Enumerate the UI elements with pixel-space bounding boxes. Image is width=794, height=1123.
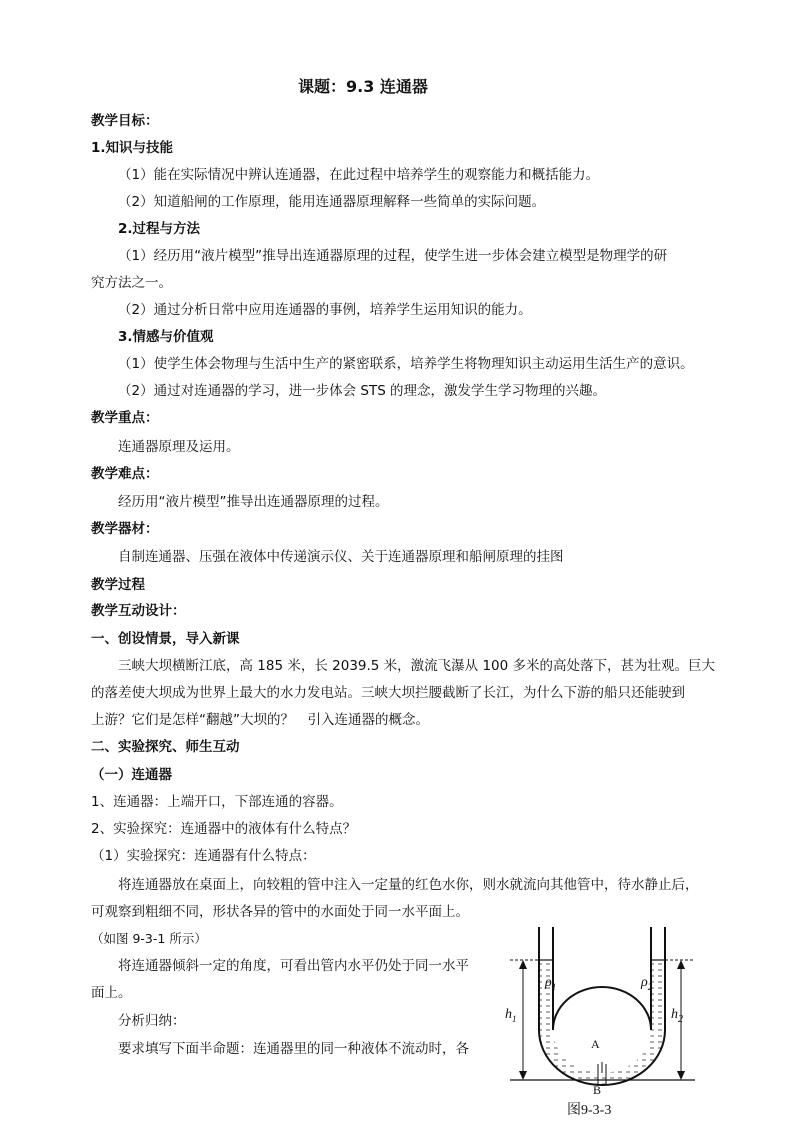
analysis-label: 分析归纳：: [118, 1013, 186, 1029]
part1-paragraph-line3: 上游？它们是怎样“翻越”大坝的？ 引入连通器的概念。: [91, 712, 429, 728]
page-title: 课题：9.3 连通器: [298, 77, 428, 96]
sub1-heading: （一）连通器: [91, 767, 172, 783]
key-text: 连通器原理及运用。: [118, 439, 240, 455]
part1-heading: 一、创设情景，导入新课: [91, 631, 240, 647]
item-2: 2、实验探究：连通器中的液体有什么特点？: [91, 821, 357, 837]
key-heading: 教学重点：: [91, 410, 159, 426]
item-1: 1、连通器：上端开口，下部连通的容器。: [91, 794, 343, 810]
process-heading: 2.过程与方法: [118, 221, 201, 237]
difficulty-heading: 教学难点：: [91, 466, 159, 482]
figure-caption: 图9-3-3: [567, 1103, 612, 1118]
knowledge-heading: 1.知识与技能: [91, 140, 174, 156]
h1-arrow-bottom: [519, 1071, 527, 1080]
experiment-paragraph-line2: 可观察到粗细不同，形状各异的管中的水面处于同一水平面上。: [91, 904, 469, 920]
tube-inner-wall: [553, 927, 651, 1030]
knowledge-item-1: （1）能在实际情况中辨认连通器，在此过程中培养学生的观察能力和概括能力。: [118, 167, 600, 183]
point-a-label: A: [591, 1037, 600, 1051]
h2-arrow-top: [677, 960, 685, 969]
experiment-1: （1）实验探究：连通器有什么特点：: [91, 848, 316, 864]
h1-arrow-top: [519, 960, 527, 969]
tilt-paragraph-line1: 将连通器倾斜一定的角度，可看出管内水平仍处于同一水平: [118, 958, 469, 974]
part1-paragraph-line1: 三峡大坝横断江底，高 185 米，长 2039.5 米，激流飞瀑从 100 多米的高处落下，甚为壮观。巨大: [118, 658, 716, 674]
point-b-label: B: [593, 1083, 602, 1097]
equipment-heading: 教学器材：: [91, 521, 159, 537]
goals-heading: 教学目标：: [91, 113, 159, 129]
emotion-item-2: （2）通过对连通器的学习，进一步体会 STS 的理念，激发学生学习物理的兴趣。: [118, 383, 607, 399]
require-text: 要求填写下面半命题：连通器里的同一种液体不流动时，各: [118, 1041, 469, 1057]
rho1-label: $\rho_1$: [545, 975, 557, 992]
part2-heading: 二、实验探究、师生互动: [91, 739, 240, 755]
process-item-2: （2）通过分析日常中应用连通器的事例，培养学生运用知识的能力。: [118, 302, 532, 318]
h1-label: $h_1$: [505, 1007, 517, 1024]
interactive-heading: 教学互动设计：: [91, 603, 186, 619]
process-item-1a: （1）经历用“液片模型”推导出连通器原理的过程，使学生进一步体会建立模型是物理学的研: [118, 248, 668, 264]
experiment-paragraph-line1: 将连通器放在桌面上，向较粗的管中注入一定量的红色水你，则水就流向其他管中，待水静止后，: [118, 877, 699, 893]
u-tube-figure: [505, 925, 700, 1123]
knowledge-item-2: （2）知道船闸的工作原理，能用连通器原理解释一些简单的实际问题。: [118, 194, 546, 210]
equipment-text: 自制连通器、压强在液体中传递演示仪、关于连通器原理和船闸原理的挂图: [118, 549, 564, 565]
emotion-item-1: （1）使学生体会物理与生活中生产的紧密联系，培养学生将物理知识主动运用生活生产的意识。: [118, 356, 694, 372]
h2-arrow-bottom: [677, 1071, 685, 1080]
tilt-paragraph-line2: 面上。: [91, 985, 132, 1001]
part1-paragraph-line2: 的落差使大坝成为世界上最大的水力发电站。三峡大坝拦腰截断了长江，为什么下游的船只还能驶到: [91, 685, 685, 701]
h2-label: $h_2$: [671, 1007, 683, 1025]
process-title: 教学过程: [91, 577, 145, 593]
emotion-heading: 3.情感与价值观: [118, 329, 214, 345]
rho2-label: $\rho_2$: [641, 975, 653, 992]
process-item-1b: 究方法之一。: [91, 275, 172, 291]
difficulty-text: 经历用“液片模型”推导出连通器原理的过程。: [118, 494, 389, 510]
figure-reference: （如图 9-3-1 所示）: [91, 931, 207, 946]
